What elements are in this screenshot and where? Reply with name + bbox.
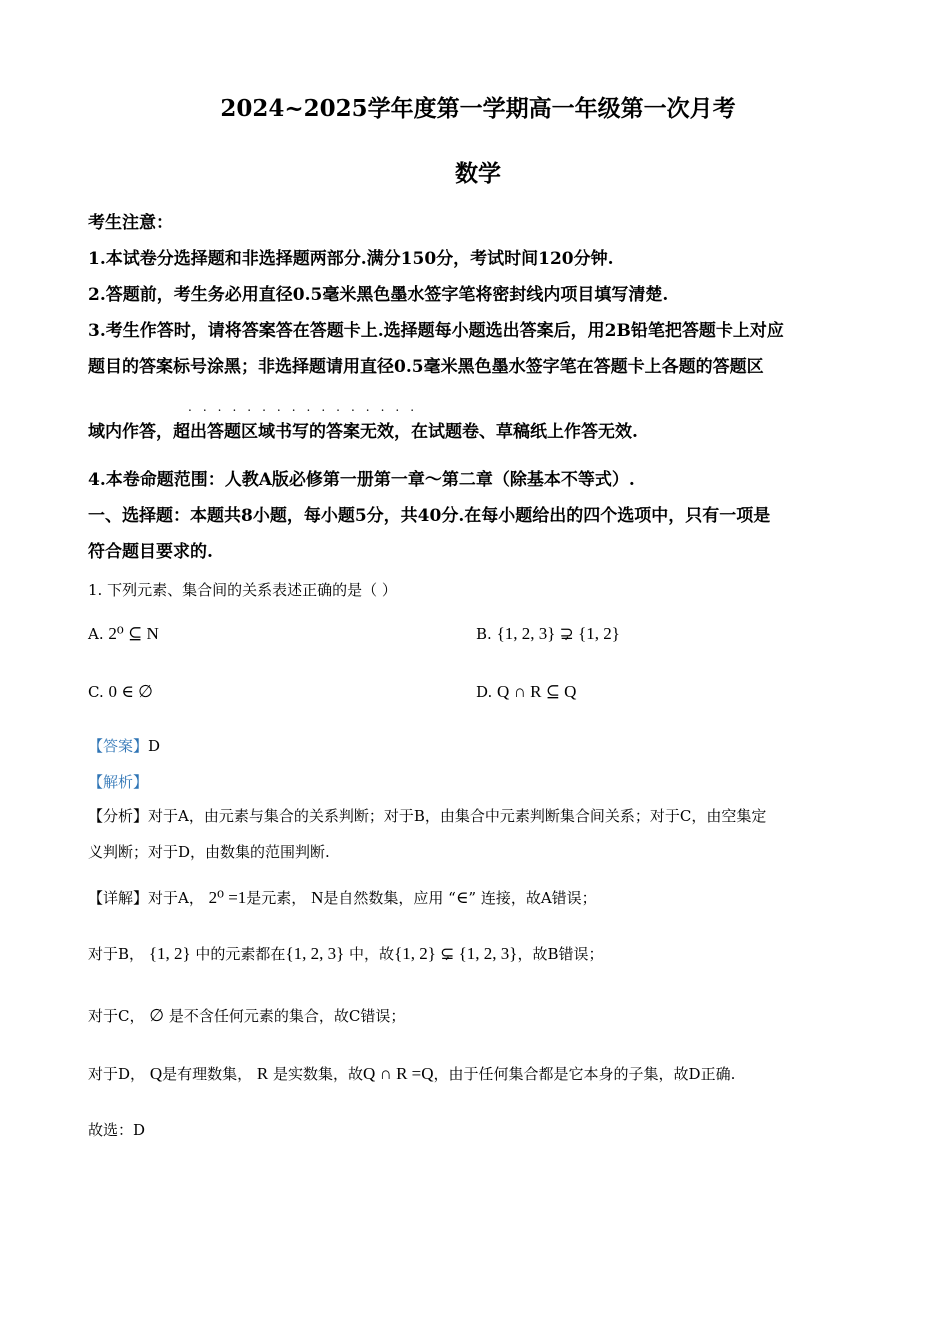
option-d-label: D. <box>476 683 493 701</box>
detail-d-text-4: ，由于任何集合都是它本身的子集，故D正确. <box>433 1065 736 1083</box>
analysis-tag: 【解析】 <box>88 773 149 791</box>
question-1-stem: 1. 下列元素、集合间的关系表述正确的是（ ） <box>88 581 397 599</box>
detail-c-math-1: ∅ <box>149 1006 165 1025</box>
notice-item-2: 2.答题前，考生务必用直径0.5毫米黑色墨水签字笔将密封线内项目填写清楚. <box>88 285 669 305</box>
detail-d-text-2: 是有理数集， <box>162 1065 253 1083</box>
detail-b-text-1: 对于B， <box>88 945 145 963</box>
final-answer: 故选：D <box>88 1121 146 1139</box>
notice-block <box>88 205 868 385</box>
detail-b-math-1: {1, 2} <box>148 944 191 963</box>
detail-b-math-3: {1, 2} ⊊ {1, 2, 3} <box>394 944 518 963</box>
notice-item-1: 1.本试卷分选择题和非选择题两部分.满分150分，考试时间120分钟. <box>88 249 614 269</box>
detail-b-line <box>88 942 603 966</box>
detail-b-text-4: ，故B错误； <box>517 945 604 963</box>
detail-a-math-1: 2⁰ =1 <box>208 888 247 907</box>
notice-item-3-line-2: 题目的答案标号涂黑；非选择题请用直径0.5毫米黑色墨水签字笔在答题卡上各题的答题区 <box>88 357 764 377</box>
notice-block-3 <box>88 462 868 570</box>
fenxi-line-1 <box>88 798 868 834</box>
detail-d-line <box>88 1062 735 1086</box>
detail-d-math-3: Q ∩ R =Q <box>363 1064 434 1083</box>
detail-b-text-2: 中的元素都在 <box>195 945 286 963</box>
detail-tag: 【详解】 <box>88 889 149 907</box>
emphasis-dots: ................ <box>188 400 426 414</box>
section-heading-line-2: 符合题目要求的. <box>88 542 213 562</box>
fenxi-tag: 【分析】 <box>88 807 149 825</box>
option-a-label: A. <box>88 625 104 643</box>
exam-title: 2024~2025学年度第一学期高一年级第一次月考 <box>220 95 736 122</box>
option-d-math: Q ∩ R ⊆ Q <box>497 682 577 701</box>
section-heading-line-1: 一、选择题：本题共8小题，每小题5分，共40分.在每小题给出的四个选项中，只有一项是 <box>88 506 771 526</box>
option-b-label: B. <box>476 625 492 643</box>
option-c <box>88 680 153 704</box>
option-d <box>476 680 576 704</box>
detail-a-text-3: 是自然数集，应用 “ <box>323 889 456 907</box>
answer-value: D <box>148 737 161 755</box>
notice-heading: 考生注意： <box>88 213 173 233</box>
fenxi-line-2: 义判断；对于D，由数集的范围判断. <box>88 843 330 861</box>
detail-d-math-1: Q <box>149 1064 163 1083</box>
detail-d-text-3: 是实数集，故 <box>273 1065 364 1083</box>
answer-line <box>88 734 160 758</box>
detail-a-text-2: 是元素， <box>246 889 307 907</box>
option-b-math: {1, 2, 3} ⊋ {1, 2} <box>496 624 620 643</box>
option-b <box>476 622 620 646</box>
option-c-label: C. <box>88 683 104 701</box>
option-a-math: 2⁰ ⊆ N <box>108 624 159 643</box>
option-a <box>88 622 159 646</box>
detail-a-line <box>88 886 597 910</box>
exam-page <box>88 0 868 1344</box>
notice-item-3-line-1: 3.考生作答时，请将答案答在答题卡上.选择题每小题选出答案后，用2B铅笔把答题卡上对应 <box>88 321 784 341</box>
exam-subject: 数学 <box>455 160 501 187</box>
option-c-math: 0 ∈ ∅ <box>108 682 153 701</box>
detail-a-math-2: N <box>311 888 324 907</box>
detail-a-text-4: ” 连接，故A错误； <box>468 889 597 907</box>
detail-a-math-3: ∈ <box>455 888 469 907</box>
notice-item-3-line-3: 域内作答，超出答题区域书写的答案无效，在试题卷、草稿纸上作答无效. <box>88 422 638 442</box>
notice-item-4: 4.本卷命题范围：人教A版必修第一册第一章～第二章（除基本不等式）. <box>88 470 635 490</box>
detail-c-text-2: 是不含任何元素的集合，故C错误； <box>168 1007 406 1025</box>
detail-b-text-3: 中，故 <box>349 945 395 963</box>
notice-block-2 <box>88 414 868 450</box>
detail-a-text-1: 对于A， <box>148 889 204 907</box>
fenxi-text-1: 对于A，由元素与集合的关系判断；对于B，由集合中元素判断集合间关系；对于C，由空集定 <box>148 807 767 825</box>
detail-d-text-1: 对于D， <box>88 1065 146 1083</box>
detail-c-text-1: 对于C， <box>88 1007 145 1025</box>
fenxi-block <box>88 798 868 870</box>
detail-d-math-2: R <box>256 1064 269 1083</box>
detail-c-line <box>88 1004 405 1028</box>
detail-b-math-2: {1, 2, 3} <box>285 944 345 963</box>
answer-tag: 【答案】 <box>88 737 149 755</box>
